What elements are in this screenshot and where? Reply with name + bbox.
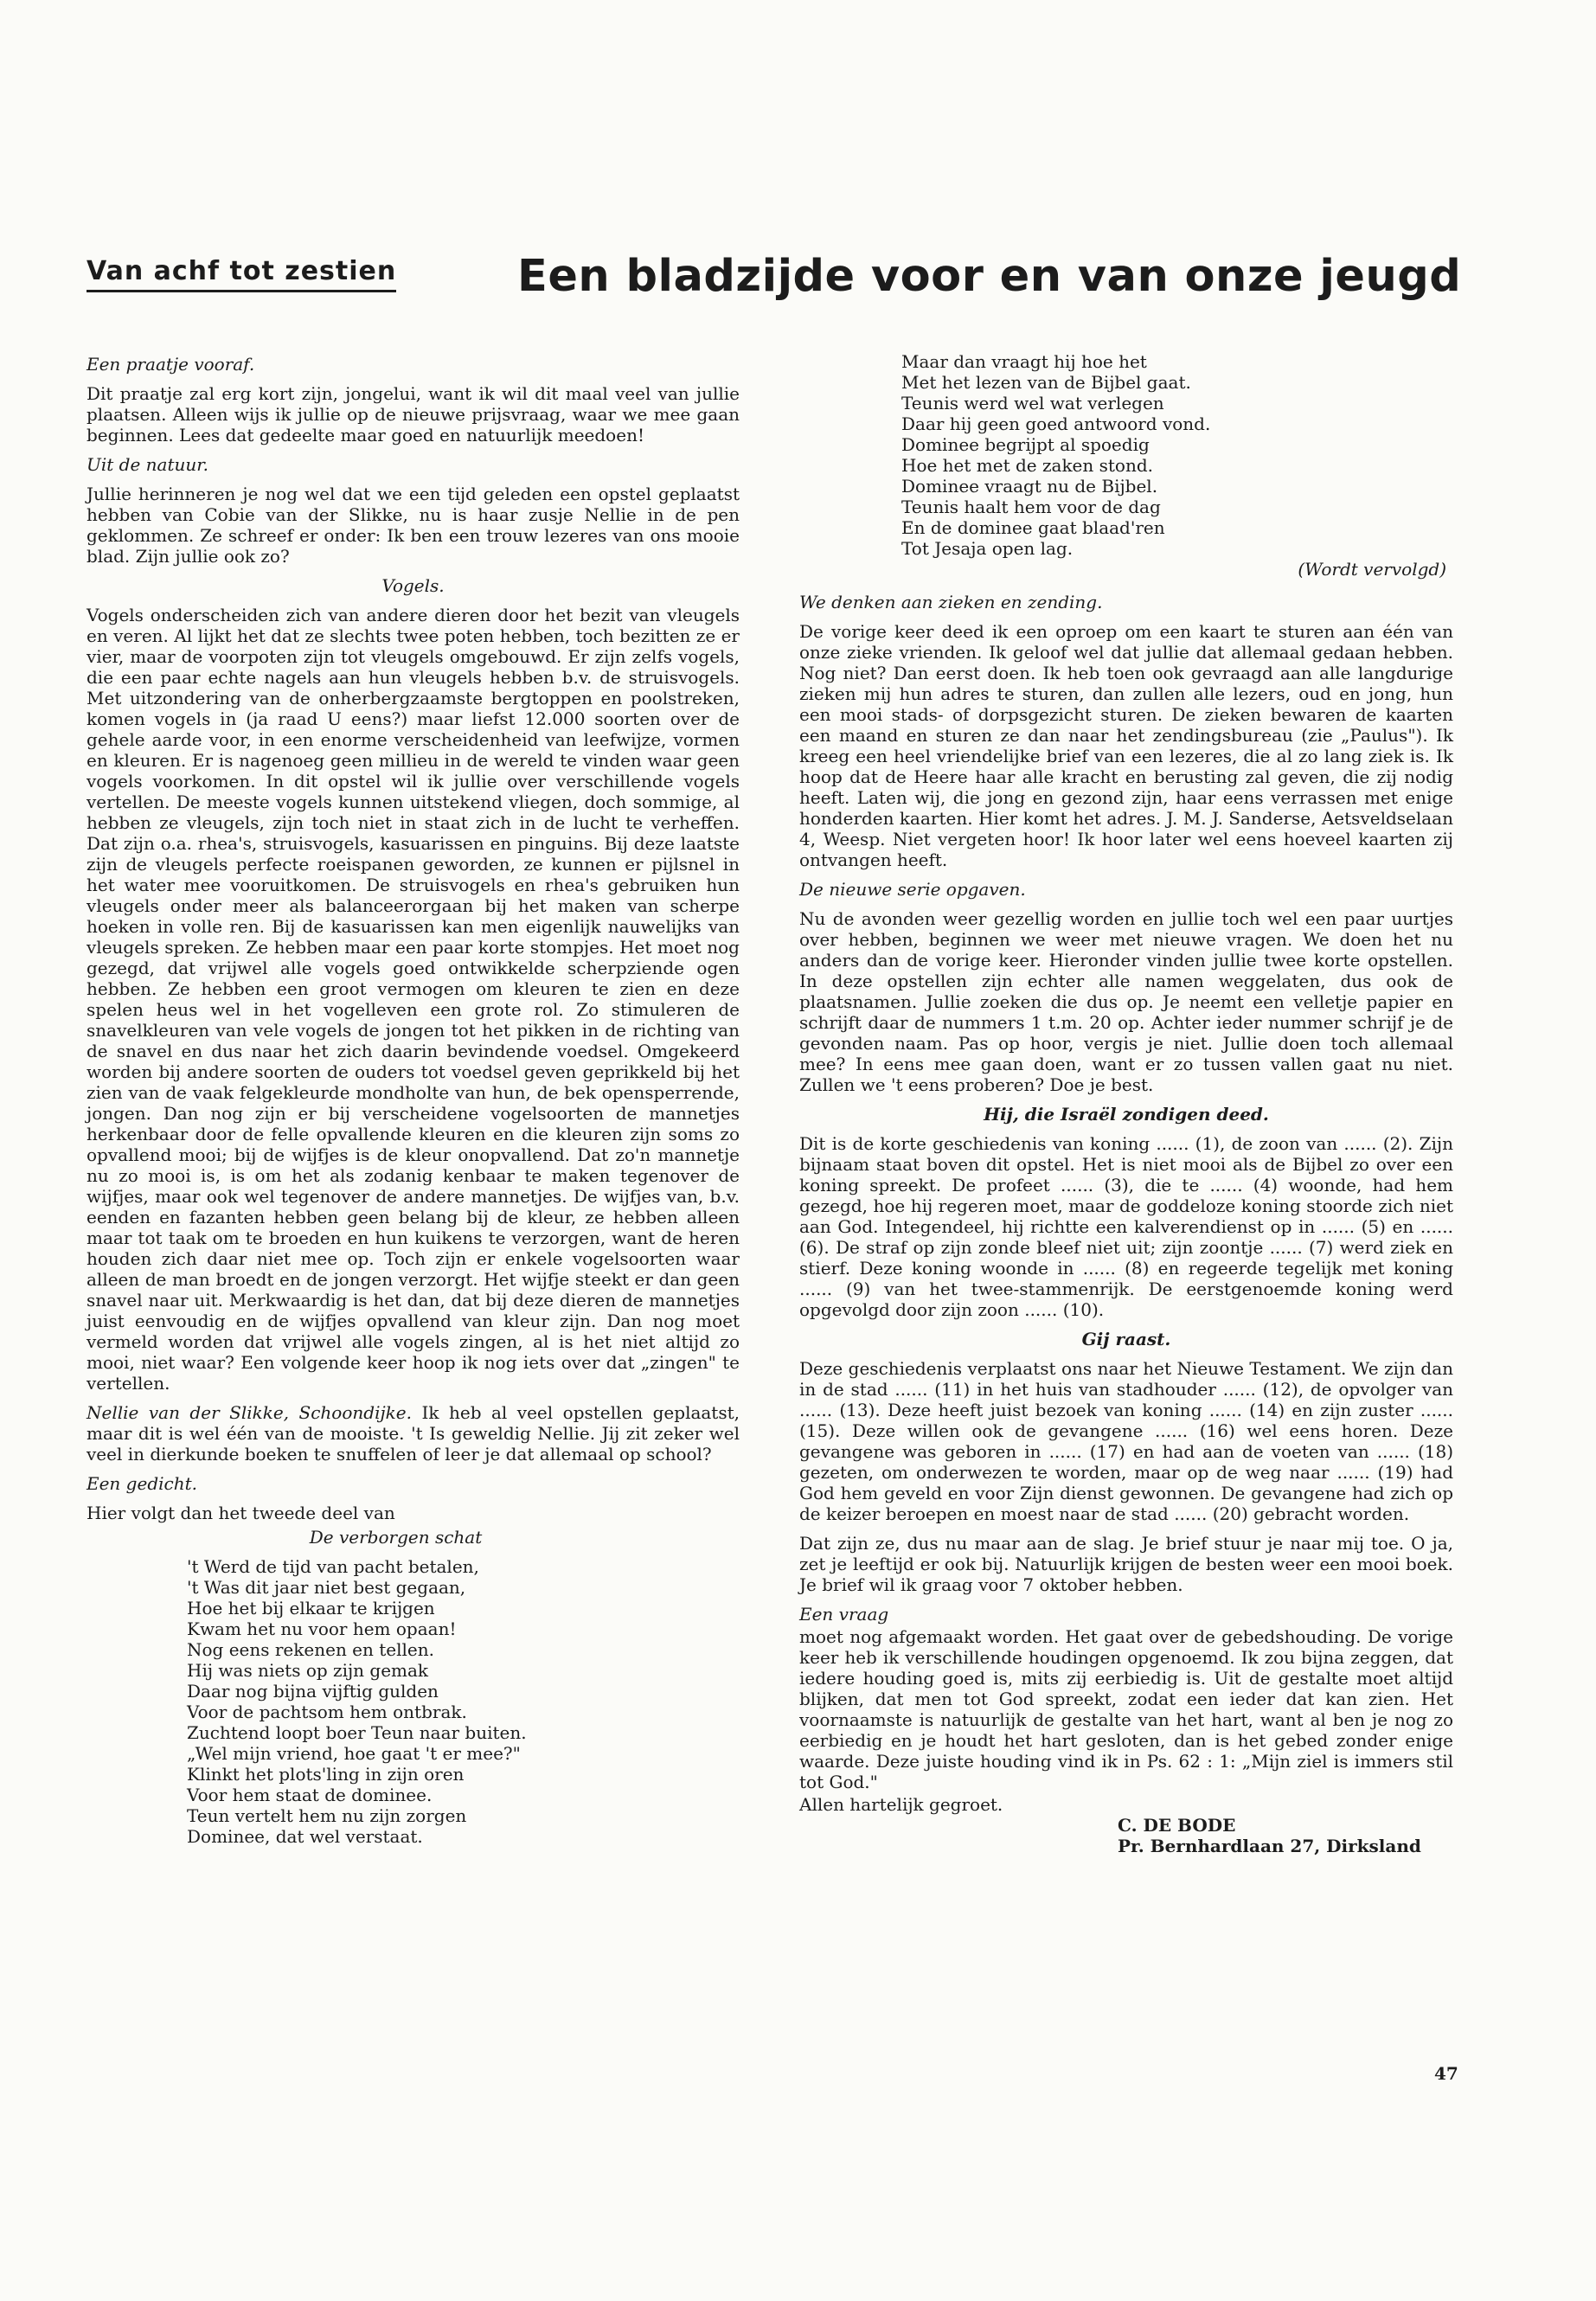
serie-label: De nieuwe serie opgaven.	[799, 879, 1026, 900]
vogels-text: Vogels onderscheiden zich van andere dieren door het bezit van vleugels en veren. Al lijkt het dat ze slechts twee poten hebben, toch bezitten ze er vier, maar de voorpoten zijn tot vleugels omgebouwd. Er zijn zelfs vogels, die een paar echte nagels aan hun vleugels hebben b.v. de struisvogels. Met uitzondering van de onherbergzaamste bergtoppen en poolstreken, komen vogels in (ja raad U eens?) maar liefst 12.000 soorten over de gehele aarde voor, in een enorme verscheidenheid van leefwijze, vormen en kleuren. Er is nagenoeg geen millieu in de wereld te vinden waar geen vogels voorkomen. In dit opstel wil ik jullie over verschillende vogels vertellen. De meeste vogels kunnen uitstekend vliegen, doch sommige, al hebben ze vleugels, zijn toch niet in staat zich in de lucht te verheffen. Dat zijn o.a. rhea's, struisvogels, kasuarissen en pinguins. Bij deze laatste zijn de vleugels perfecte roeispanen geworden, ze kunnen er pijlsnel in het water mee vooruitkomen. De struisvogels en rhea's gebruiken hun vleugels onder meer als balanceerorgaan bij het maken van scherpe hoeken in volle ren. Bij de kasuarissen kan men eigenlijk nauwelijks van vleugels spreken. Ze hebben maar een paar korte stompjes. Het moet nog gezegd, dat vrijwel alle vogels goed ontwikkelde scherpziende ogen hebben. Ze hebben een groot vermogen om kleuren te zien en deze spelen heus wel in het vogelleven een grote rol. Zo stimuleren de snavelkleuren van vele vogels de jongen tot het pikken in de richting van de snavel en dus naar het zich daarin bevindende voedsel. Omgekeerd worden bij andere soorten de ouders tot voedsel geven geprikkeld bij het zien van de vaak felgekleurde mondholte van hun, de bek opensperrende, jongen. Dan nog zijn er bij verscheidene vogelsoorten de mannetjes herkenbaar door de felle opvallende kleuren en die kleuren zijn soms zo opvallend mooi; bij de wijfjes is de kleur onopvallend. Dat zo'n mannetje nu zo mooi is, is om het als zodanig kenbaar te maken tegenover de wijfjes, maar ook wel tegenover de andere mannetjes. De wijfjes van, b.v. eenden en fazanten hebben geen belang bij de kleur, ze hebben alleen maar tot taak om te broeden en hun kuikens te verzorgen, want de heren houden zich daar niet mee op. Toch zijn er enkele vogelsoorten waar alleen de man broedt en de jongen verzorgt. Het wijfje steekt er dan geen snavel naar uit. Merkwaardig is het dan, dat bij deze dieren de mannetjes juist eenvoudig en de wijfjes opvallend van kleur zijn. Dan nog moet vermeld worden dat vrijwel alle vogels zingen, al is het niet altijd zo mooi, niet waar? Een volgende keer hoop ik nog iets over dat „zingen" te vertellen.	[87, 605, 740, 1394]
poem-line: Voor hem staat de dominee.	[187, 1785, 433, 1805]
serie-text: Nu de avonden weer gezellig worden en jullie toch wel een paar uurtjes over hebben, beginnen we weer met nieuwe vragen. We doen het nu anders dan de vorige keer. Hieronder vinden jullie twee korte opstellen. In deze opstellen zijn echter alle namen weggelaten, dus ook de plaatsnamen. Jullie zoeken die dus op. Je neemt een velletje papier en schrijft daar de nummers 1 t.m. 20 op. Achter ieder nummer schrijf je de gevonden naam. Pas op hoor, vergis je niet. Jullie doen toch allemaal mee? In eens mee gaan doen, want er zo tussen vallen gaat nu niet. Zullen we 't eens proberen? Doe je best.	[799, 908, 1453, 1095]
zieken-label: We denken aan zieken en zending.	[799, 592, 1103, 612]
poem-line: 't Was dit jaar niet best gegaan,	[187, 1577, 466, 1598]
poem-line: Voor de pachtsom hem ontbrak.	[187, 1702, 467, 1722]
poem-line: Daar hij geen goed antwoord vond.	[901, 413, 1211, 434]
poem-line: Kwam het nu voor hem opaan!	[187, 1618, 457, 1639]
gij-text: Deze geschiedenis verplaatst ons naar het Nieuwe Testament. We zijn dan in de stad ...... (11) in het huis van stadhouder ...... (12), de opvolger van ...... (13). Deze heeft juist bezoek van koning ...... (14) en zijn zuster ...... (15). Deze willen ook de gevangene ...... (16) wel eens horen. Deze gevangene was geboren in ...... (17) en had aan de voeten van ...... (18) gezeten, om onderwezen te worden, maar op de weg naar ...... (19) had God hem geveld en voor Zijn dienst gewonnen. De gevangene had zich op de keizer beroepen en moest naar de stad ...... (20) gebracht worden.	[799, 1358, 1453, 1524]
poem-line: Daar nog bijna vijftig gulden	[187, 1681, 439, 1702]
poem-line: Dominee vraagt nu de Bijbel.	[901, 476, 1158, 497]
left-column	[87, 350, 740, 1847]
slag-text: Dat zijn ze, dus nu maar aan de slag. Je brief stuur je naar mij toe. O ja, zet je leeftijd er ook bij. Natuurlijk krijgen de besten weer een mooi boek. Je brief wil ik graag voor 7 oktober hebben.	[799, 1533, 1453, 1595]
vraag-label: Een vraag	[799, 1604, 889, 1625]
to-be-continued-note: (Wordt vervolgd)	[1298, 559, 1446, 580]
poem-line: Hoe het bij elkaar te krijgen	[187, 1598, 435, 1618]
signature-name: C. DE BODE	[1118, 1815, 1236, 1836]
poem-line: Nog eens rekenen en tellen.	[187, 1639, 434, 1660]
greeting: Allen hartelijk gegroet.	[799, 1794, 1003, 1815]
nellie-label: Nellie van der Slikke, Schoondijke.	[87, 1402, 412, 1423]
zieken-text: De vorige keer deed ik een oproep om een kaart te sturen aan één van onze zieke vrienden. Ik geloof wel dat jullie dat allemaal gedaan hebben. Nog niet? Dan eerst doen. Ik heb toen ook gevraagd aan alle langdurige zieken mij hun adres te sturen, dan zullen alle lezers, oud en jong, hun een mooi stads- of dorpsgezicht sturen. De zieken bewaren de kaarten een maand en sturen ze dan naar het zendingsbureau (zie „Paulus"). Ik kreeg een heel vriendelijke brief van een lezeres, die al zo lang ziek is. Ik hoop dat de Heere haar alle kracht en berusting zal geven, die zij nodig heeft. Laten wij, die jong en gezond zijn, haar eens verrassen met enige honderden kaarten. Hier komt het adres. J. M. J. Sanderse, Aetsveldselaan 4, Weesp. Niet vergeten hoor! Ik hoor later wel eens hoeveel kaarten zij ontvangen heeft.	[799, 621, 1453, 870]
gedicht-label: Een gedicht.	[87, 1473, 197, 1494]
poem-title: De verborgen schat	[309, 1527, 483, 1548]
page-title: Een bladzijde voor en van onze jeugd	[517, 251, 1462, 302]
section-kicker: Van achf tot zestien	[87, 256, 396, 292]
nellie-text: Ik heb al veel opstellen geplaatst, maar dit is wel één van de mooiste. 't Is geweldig Nellie. Jij zit zeker wel veel in dierkunde boeken te snuffelen of leer je dat allemaal op school?	[87, 1402, 740, 1465]
poem-line: Dominee, dat wel verstaat.	[187, 1826, 423, 1847]
poem-line: Teunis werd wel wat verlegen	[901, 393, 1164, 413]
poem-line: „Wel mijn vriend, hoe gaat 't er mee?"	[187, 1743, 521, 1764]
poem-line: Klinkt het plots'ling in zijn oren	[187, 1764, 465, 1785]
signature-address: Pr. Bernhardlaan 27, Dirksland	[1118, 1836, 1421, 1856]
poem-line: En de dominee gaat blaad'ren	[901, 517, 1165, 538]
nature-text: Jullie herinneren je nog wel dat we een tijd geleden een opstel geplaatst hebben van Cobie van der Slikke, nu is haar zusje Nellie in de pen geklommen. Ze schreef er onder: Ik ben een trouw lezeres van ons mooie blad. Zijn jullie ook zo?	[87, 484, 740, 567]
poem-line: 't Werd de tijd van pacht betalen,	[187, 1556, 479, 1577]
nature-label: Uit de natuur.	[87, 454, 208, 475]
poem-line: Hoe het met de zaken stond.	[901, 455, 1154, 476]
intro-text: Dit praatje zal erg kort zijn, jongelui, want ik wil dit maal veel van jullie plaatsen. Alleen wijs ik jullie op de nieuwe prijsvraag, waar we mee gaan beginnen. Lees dat gedeelte maar goed en natuurlijk meedoen!	[87, 383, 740, 445]
right-column	[799, 351, 1453, 1856]
poem-line: Teun vertelt hem nu zijn zorgen	[187, 1805, 467, 1826]
poem-line: Hij was niets op zijn gemak	[187, 1660, 429, 1681]
poem-line: Dominee begrijpt al spoedig	[901, 434, 1150, 455]
poem-part-left	[187, 1556, 740, 1847]
poem-part-right	[901, 351, 1453, 559]
poem-line: Maar dan vraagt hij hoe het	[901, 351, 1147, 372]
poem-line: Tot Jesaja open lag.	[901, 538, 1074, 559]
hij-text: Dit is de korte geschiedenis van koning ...... (1), de zoon van ...... (2). Zijn bijnaam staat boven dit opstel. Het is niet mooi als de Bijbel zo over een koning spreekt. De profeet ...... (3), die te ...... (4) woonde, had hem gezegd, hoe hij regeren moet, maar de goddeloze koning stoorde zich niet aan God. Integendeel, hij richtte een kalverendienst op in ...... (5) en ...... (6). De straf op zijn zonde bleef niet uit; zijn zoontje ...... (7) werd ziek en stierf. Deze koning woonde in ...... (8) en regeerde tegelijk met koning ...... (9) van het twee-stammenrijk. De eerstgenoemde koning werd opgevolgd door zijn zoon ...... (10).	[799, 1133, 1453, 1320]
intro-label: Een praatje vooraf.	[87, 354, 255, 375]
page-number: 47	[1434, 2063, 1458, 2084]
gij-title: Gij raast.	[1081, 1329, 1171, 1349]
vogels-title: Vogels.	[381, 575, 445, 596]
poem-line: Zuchtend loopt boer Teun naar buiten.	[187, 1722, 527, 1743]
vraag-text: moet nog afgemaakt worden. Het gaat over de gebedshouding. De vorige keer heb ik verschillende houdingen opgenoemd. Ik zou bijna zeggen, dat iedere houding goed is, mits zij eerbiedig is. Uit de gestalte moet altijd blijken, dat men tot God spreekt, zodat een ieder dat kan zien. Het voornaamste is natuurlijk de gestalte van het hart, want al ben je nog zo eerbiedig en je houdt het hart gesloten, dan is het gebed zonder enige waarde. Deze juiste houding vind ik in Ps. 62 : 1: „Mijn ziel is immers stil tot God."	[799, 1626, 1453, 1792]
hij-title: Hij, die Israël zondigen deed.	[984, 1104, 1269, 1125]
poem-line: Met het lezen van de Bijbel gaat.	[901, 372, 1191, 393]
gedicht-intro: Hier volgt dan het tweede deel van	[87, 1503, 395, 1523]
nellie-paragraph	[87, 1402, 740, 1465]
poem-line: Teunis haalt hem voor de dag	[901, 497, 1161, 517]
